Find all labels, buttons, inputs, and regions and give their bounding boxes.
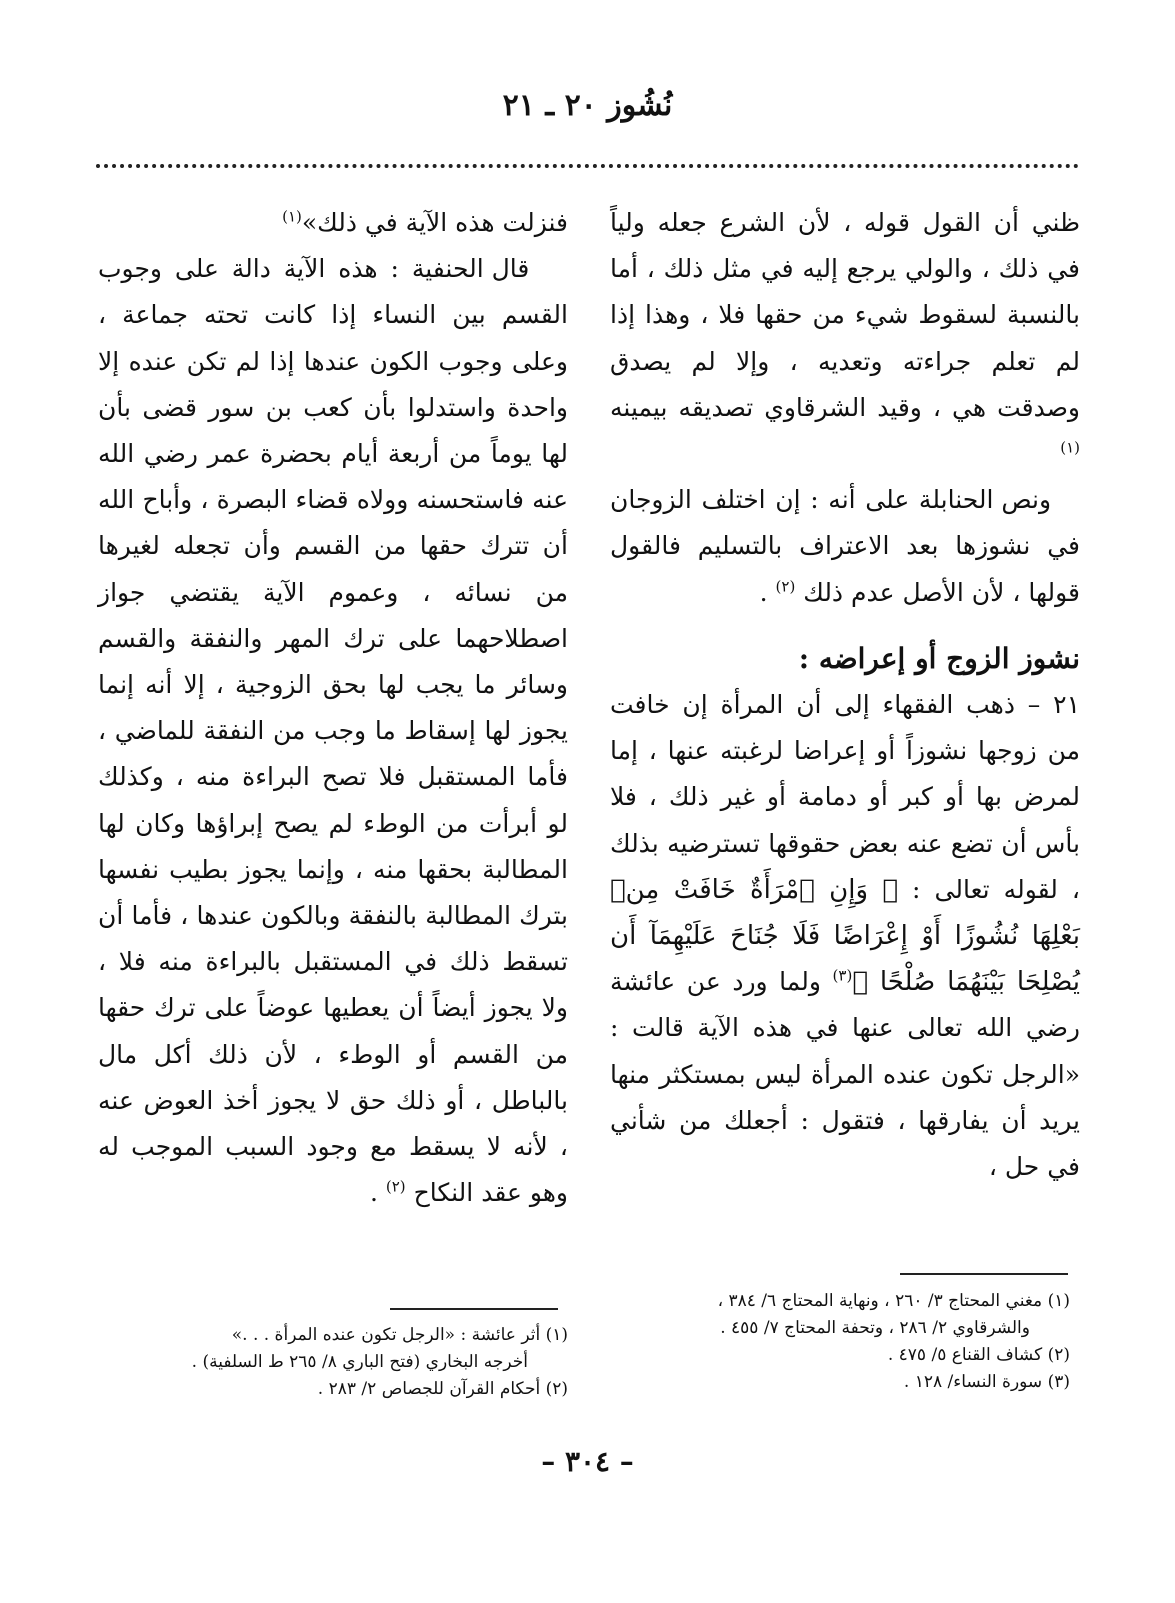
paragraph-text: ولما ورد عن عائشة رضي الله تعالى عنها في هذه الآية قالت : «الرجل تكون عنده المرأة ليس بمستكثر منها يريد أن يفارقها ، فتقول : أجعلك من شأني في حل ، bbox=[610, 967, 1080, 1182]
section-heading: نشوز الزوج أو إعراضه : bbox=[798, 641, 1080, 675]
paragraph bbox=[98, 246, 568, 1216]
paragraph bbox=[98, 200, 568, 246]
footnote-ref: (٢) bbox=[775, 577, 796, 596]
footnotes-right bbox=[600, 1288, 1070, 1396]
paragraph-text: ٢١ – ذهب الفقهاء إلى أن المرأة إن خافت من زوجها نشوزاً أو إعراضا لرغبته عنها ، إما لمرض بها أو كبر أو دمامة أو غير ذلك ، فلا بأس أن تضع عنه بعض حقوقها تسترضيه بذلك ، لقوله تعالى : bbox=[610, 690, 1081, 904]
paragraph bbox=[610, 477, 1080, 616]
page-number: – ٣٠٤ – bbox=[541, 1445, 634, 1478]
paragraph-text: فنزلت هذه الآية في ذلك» bbox=[301, 208, 568, 237]
page-header-title: نُشُوز ٢٠ ـ ٢١ bbox=[502, 88, 673, 123]
footnotes-left bbox=[98, 1322, 568, 1403]
footnote: (٢) كشاف القناع ٥/ ٤٧٥ . bbox=[887, 1345, 1070, 1365]
footnote-continuation: أخرجه البخاري (فتح الباري ٨/ ٢٦٥ ط السلفية) . bbox=[191, 1352, 528, 1372]
footnote-rule-left bbox=[390, 1308, 558, 1310]
paragraph bbox=[610, 200, 1080, 477]
punctuation: . bbox=[759, 577, 776, 607]
paragraph-text: قال الحنفية : هذه الآية دالة على وجوب القسم بين النساء إذا كانت تحته جماعة ، وعلى وجوب الكون عندها إذا لم تكن عنده إلا واحدة واستدلوا بأن كعب بن سور قضى بأن لها يوماً من أربعة أيام بحضرة عمر رضي الله عنه فاستحسنه وولاه قضاء البصرة ، وأباح الله أن تترك حقها من القسم وأن تجعله لغيرها من نسائه ، وعموم الآية يقتضي جواز اصطلاحهما على ترك المهر والنفقة والقسم وسائر ما يجب لها بحق الزوجية ، إلا أنه إنما يجوز لها إسقاط ما وجب من النفقة للماضي ، فأما المستقبل فلا تصح البراءة منه ، وكذلك لو أبرأت من الوطء لم يصح إبراؤها وكان لها المطالبة بحقها منه ، وإنما يجوز بطيب نفسها بترك المطالبة بالنفقة وبالكون عندها ، فأما أن تسقط ذلك في المستقبل بالبراءة منه فلا ، ولا يجوز أيضاً أن يعطيها عوضاً على ترك حقها من القسم أو الوطء ، لأن ذلك أكل مال بالباطل ، أو ذلك حق لا يجوز أخذ العوض عنه ، لأنه لا يسقط مع وجود السبب الموجب له وهو عقد النكاح bbox=[98, 254, 568, 1208]
footnote-ref: (٢) bbox=[385, 1177, 406, 1196]
right-column bbox=[610, 200, 1080, 1190]
footnote-rule-right bbox=[900, 1273, 1068, 1275]
footnote: (٣) سورة النساء/ ١٢٨ . bbox=[903, 1372, 1070, 1392]
footnote: (٢) أحكام القرآن للجصاص ٢/ ٢٨٣ . bbox=[317, 1379, 568, 1399]
footnote-ref: (٣) bbox=[832, 966, 853, 985]
punctuation: . bbox=[369, 1178, 386, 1208]
footnote-ref: (١) bbox=[1060, 438, 1080, 457]
footnote-continuation: والشرقاوي ٢/ ٢٨٦ ، وتحفة المحتاج ٧/ ٤٥٥ . bbox=[720, 1318, 1030, 1338]
footnote-ref: (١) bbox=[282, 207, 302, 226]
paragraph-text: ونص الحنابلة على أنه : إن اختلف الزوجان في نشوزها بعد الاعتراف بالتسليم فالقول قولها ، لأن الأصل عدم ذلك bbox=[610, 485, 1080, 607]
left-column bbox=[98, 200, 568, 1216]
header-dotted-rule bbox=[96, 150, 1079, 168]
paragraph-text: ظني أن القول قوله ، لأن الشرع جعله ولياً في ذلك ، والولي يرجع إليه في مثل ذلك ، أما بالنسبة لسقوط شيء من حقها فلا ، وهذا إذا لم تعلم جراءته وتعديه ، وإلا لم يصدق وصدقت هي ، وقيد الشرقاوي تصديقه بيمينه bbox=[610, 208, 1080, 422]
footnote: (١) أثر عائشة : «الرجل تكون عنده المرأة . . .» bbox=[231, 1325, 568, 1345]
quran-verse: ﴿ وَإِنِ ٱمْرَأَةٌ خَافَتْ مِنۢ بَعْلِهَا نُشُوزًا أَوْ إِعْرَاضًا فَلَا جُنَاحَ عَلَيْهِمَآ أَن يُصْلِحَا بَيْنَهُمَا صُلْحًا ﴾ bbox=[610, 874, 1080, 998]
paragraph bbox=[610, 682, 1080, 1190]
footnote: (١) مغني المحتاج ٣/ ٢٦٠ ، ونهاية المحتاج ٦/ ٣٨٤ ، bbox=[717, 1291, 1070, 1311]
